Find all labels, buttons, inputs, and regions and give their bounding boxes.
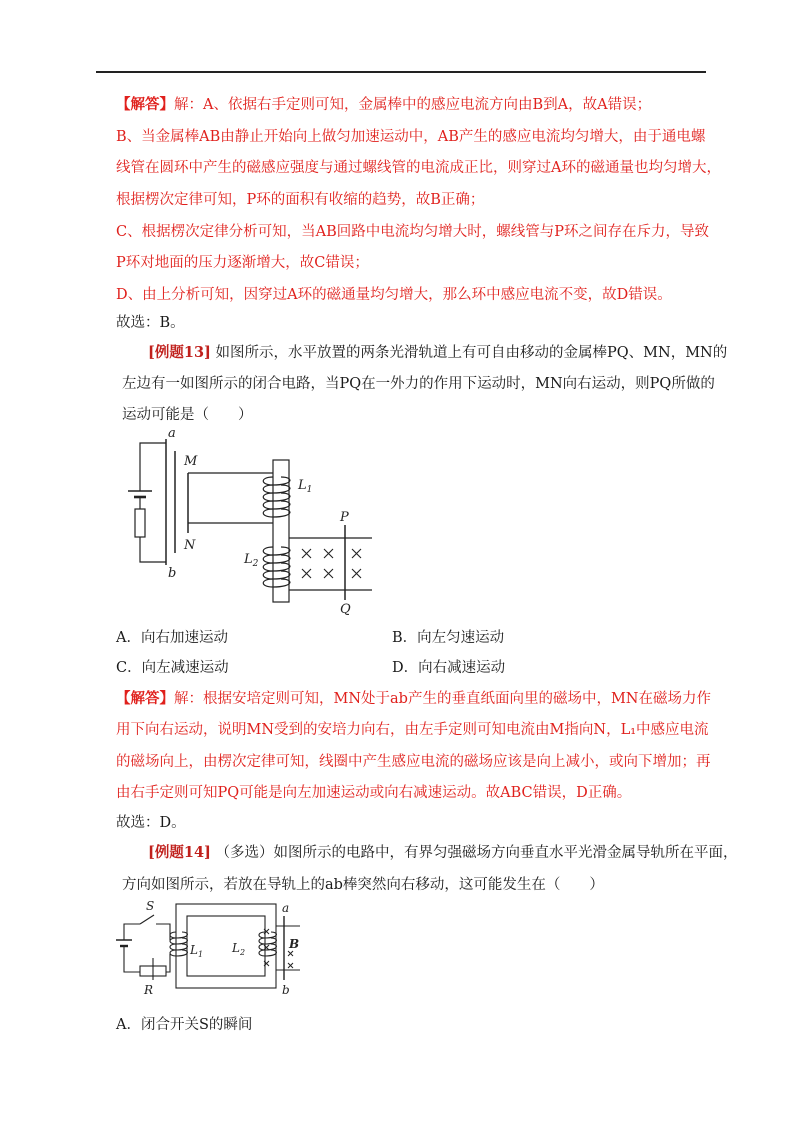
answer12-line-1: 【解答】解：A、依据右手定则可知，金属棒中的感应电流方向由B到A，故A错误； — [116, 96, 652, 113]
answer12-line-2: B、当金属棒AB由静止开始向上做匀加速运动中，AB产生的感应电流均匀增大，由于通电螺 — [116, 129, 706, 145]
fig13-label-Q: Q — [340, 602, 351, 617]
fig13-label-a: a — [168, 426, 176, 441]
fig14-label-R: R — [144, 983, 154, 997]
example14-question-line-1: [例题14] （多选）如图所示的电路中，有界匀强磁场方向垂直水平光滑金属导轨所在平面， — [148, 844, 738, 861]
fig13-label-M: M — [184, 454, 198, 469]
example13-option-b: B．向左匀速运动 — [392, 630, 505, 646]
fig14-label-b: b — [282, 983, 290, 997]
example13-question-line-1: [例题13] 如图所示，水平放置的两条光滑轨道上有可自由移动的金属棒PQ、MN，MN的 — [148, 344, 728, 361]
answer13-line-3: 的磁场向上，由楞次定律可知，线圈中产生感应电流的磁场应该是向上减小，或向下增加；再 — [116, 754, 711, 770]
answer12-line-6: P环对地面的压力逐渐增大，故C错误； — [116, 255, 369, 271]
answer12-line-5: C、根据楞次定律分析可知，当AB回路中电流均匀增大时，螺线管与P环之间存在斥力，导致 — [116, 224, 709, 240]
answer13-line-2: 用下向右运动，说明MN受到的安培力向右，由左手定则可知电流由M指向N，L₁中感应电流 — [116, 722, 709, 738]
example13-circuit-figure — [110, 425, 380, 620]
answer12-line-3: 线管在圆环中产生的磁感应强度与通过螺线管的电流成正比，则穿过A环的磁通量也均匀增大， — [116, 160, 721, 176]
answer-tag: 【解答】 — [116, 96, 174, 113]
fig14-label-L1: $L_1$ — [190, 943, 204, 959]
answer12-line-4: 根据楞次定律可知，P环的面积有收缩的趋势，故B正确； — [116, 192, 485, 208]
answer13-line-1: 【解答】解：根据安培定则可知，MN处于ab产生的垂直纸面向里的磁场中，MN在磁场力作 — [116, 690, 711, 707]
fig13-label-L1: $L_1$ — [298, 478, 313, 495]
fig13-label-N: N — [184, 538, 196, 553]
example14-option-a: A．闭合开关S的瞬间 — [116, 1017, 253, 1033]
fig14-label-L2: $L_2$ — [232, 941, 246, 957]
answer12-line-7: D、由上分析可知，因穿过A环的磁通量均匀增大，那么环中感应电流不变，故D错误。 — [116, 287, 672, 303]
answer-tag: 【解答】 — [116, 690, 174, 707]
fig13-label-b: b — [168, 566, 177, 581]
example13-question-line-3: 运动可能是（ ） — [122, 407, 253, 423]
fig14-label-S: S — [146, 899, 155, 913]
example14-label: [例题14] — [148, 844, 211, 861]
fig14-label-B: B — [289, 937, 300, 951]
fig13-label-L2: $L_2$ — [244, 552, 259, 569]
answer13-choice: 故选：D。 — [116, 815, 186, 831]
example14-circuit-figure — [110, 898, 310, 998]
answer13-line-4: 由右手定则可知PQ可能是向左加速运动或向右减速运动。故ABC错误，D正确。 — [116, 785, 632, 801]
fig14-label-a: a — [282, 901, 290, 915]
answer12-choice: 故选：B。 — [116, 315, 185, 331]
example13-option-d: D．向右减速运动 — [392, 660, 506, 676]
example13-option-a: A．向右加速运动 — [116, 630, 228, 646]
fig13-label-P: P — [340, 510, 349, 525]
example14-question-line-2: 方向如图所示，若放在导轨上的ab棒突然向右移动，这可能发生在（ ） — [122, 877, 604, 893]
header-rule — [96, 71, 706, 73]
example13-label: [例题13] — [148, 344, 211, 361]
example13-question-line-2: 左边有一如图所示的闭合电路，当PQ在一外力的作用下运动时，MN向右运动，则PQ所做的 — [122, 376, 715, 392]
example13-option-c: C．向左减速运动 — [116, 660, 229, 676]
